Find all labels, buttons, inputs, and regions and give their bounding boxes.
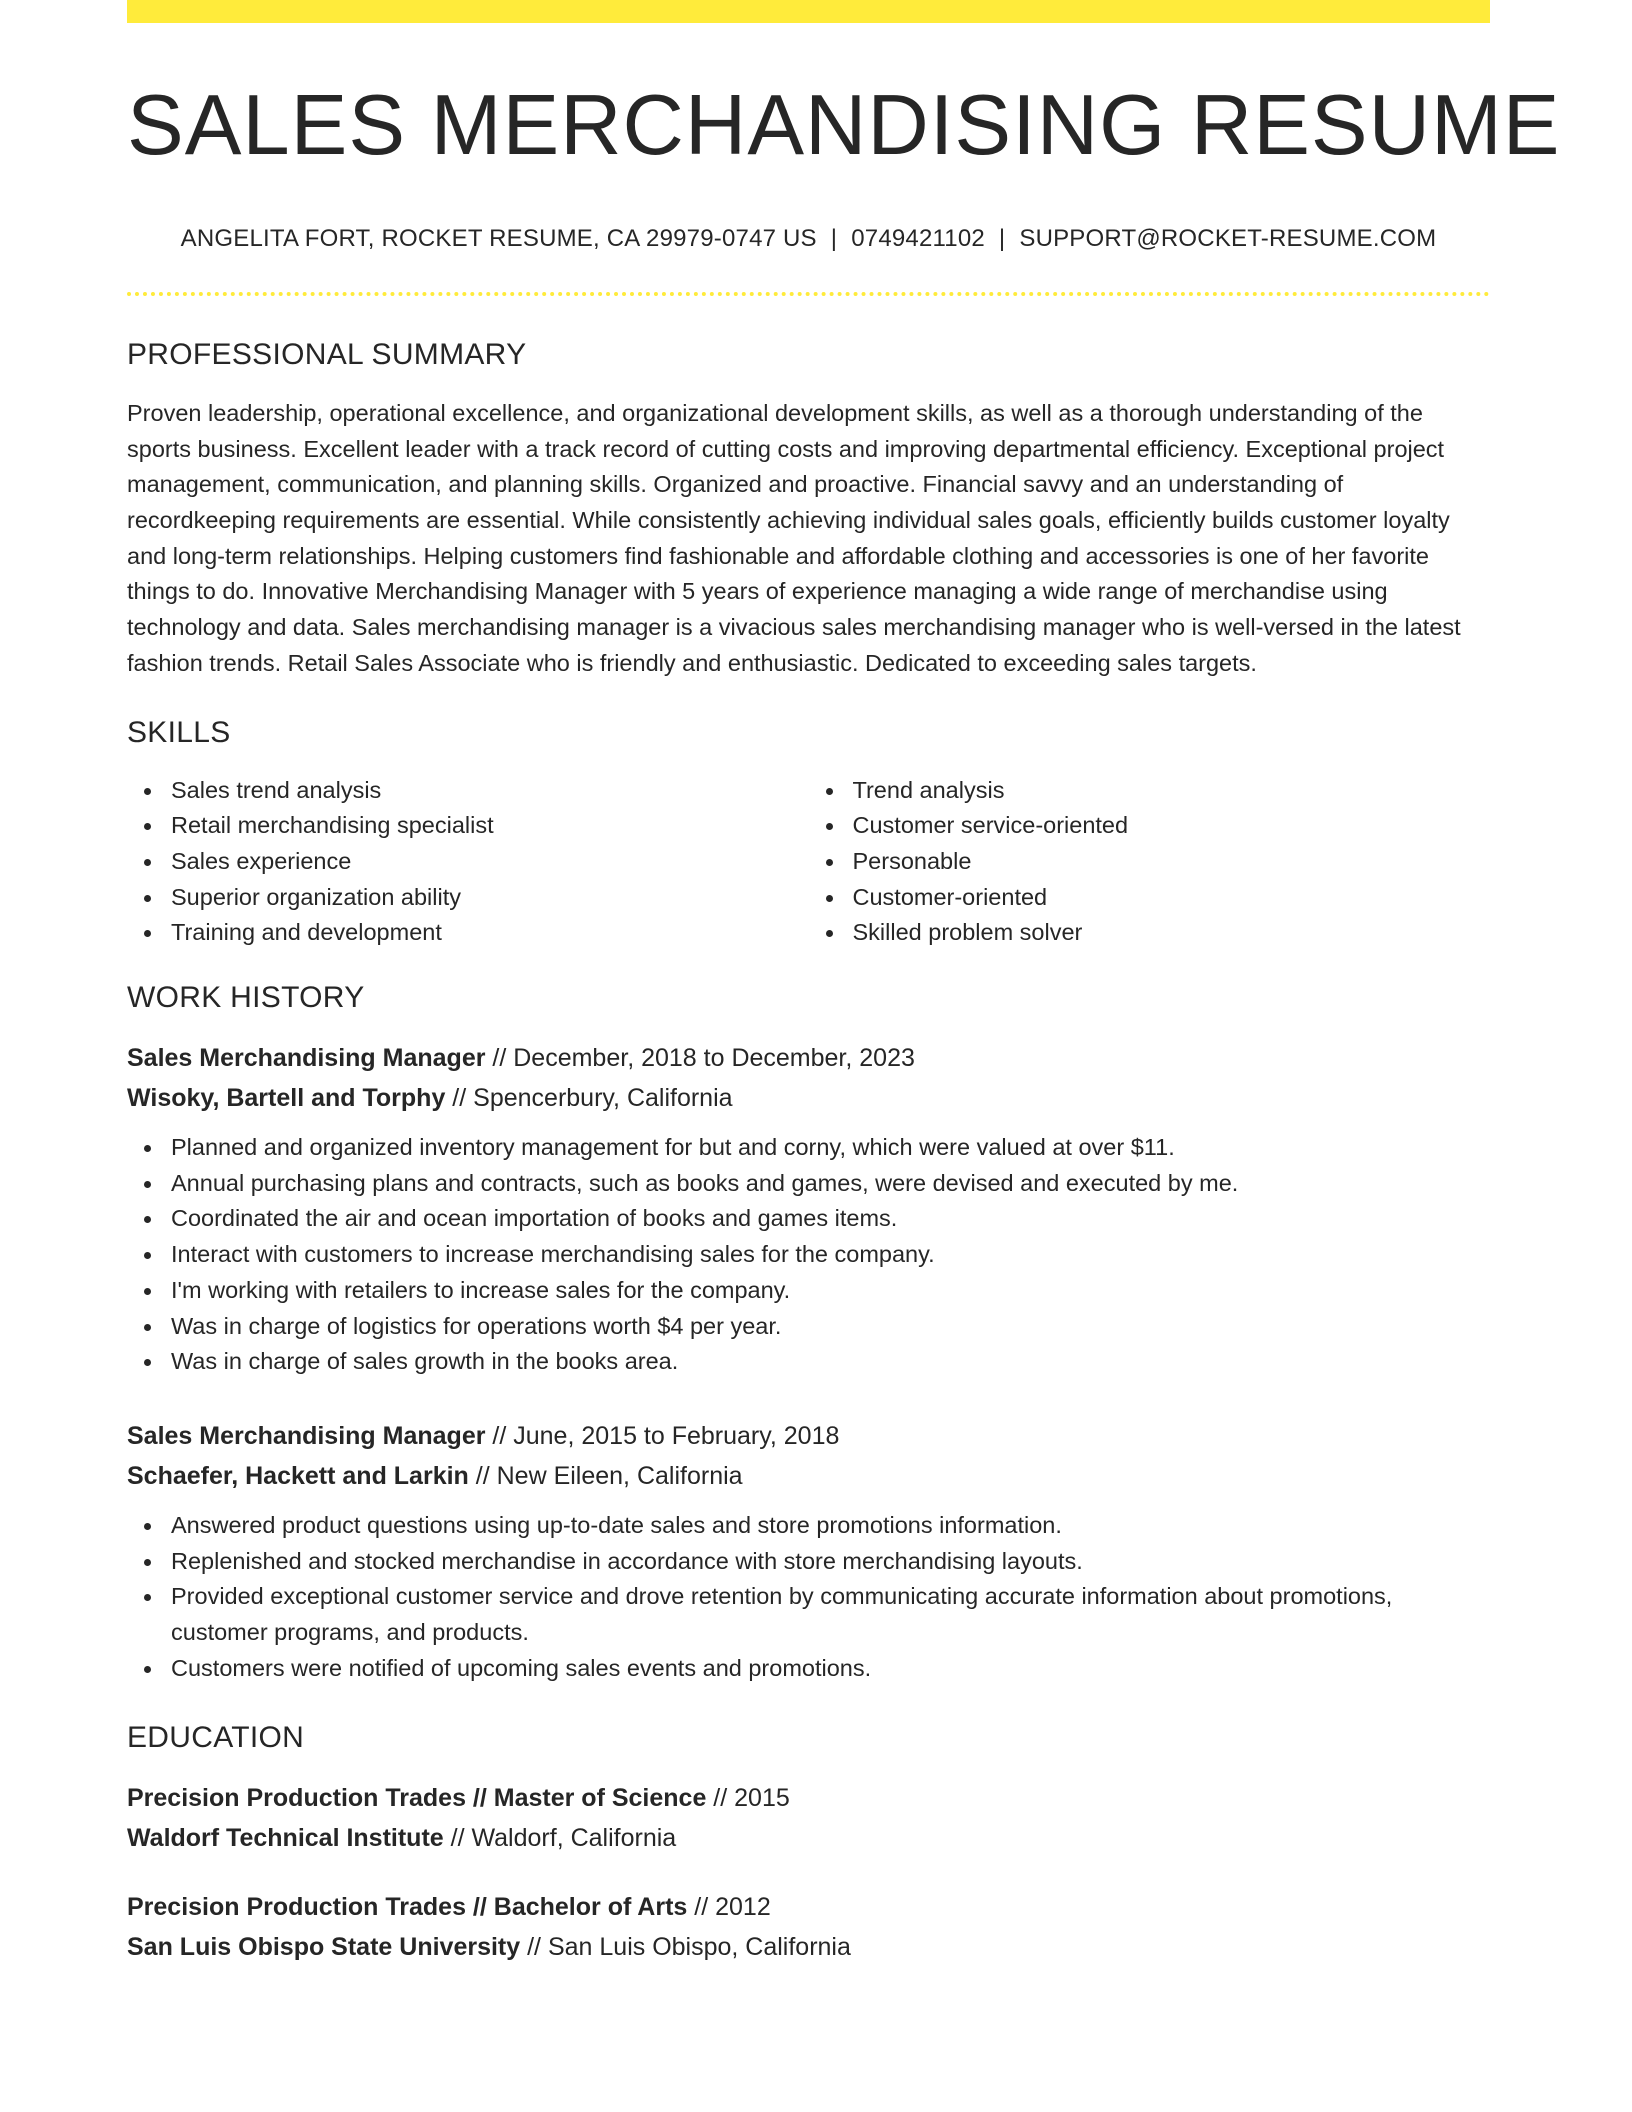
- job-company-line: [127, 1078, 1490, 1118]
- skill-item: Sales trend analysis: [171, 773, 809, 809]
- job-company: Wisoky, Bartell and Torphy: [127, 1084, 446, 1113]
- skills-column-left: [127, 773, 809, 952]
- separator: //: [468, 1462, 497, 1490]
- job-dates: June, 2015 to February, 2018: [513, 1422, 840, 1450]
- contact-address: ANGELITA FORT, ROCKET RESUME, CA 29979-0747 US: [180, 224, 817, 252]
- section-heading: WORK HISTORY: [127, 981, 365, 1015]
- professional-summary-section: [127, 338, 1490, 682]
- education-entry: [127, 1887, 1490, 1967]
- job-bullet: Answered product questions using up-to-date sales and store promotions information.: [171, 1508, 1490, 1544]
- school-line: [127, 1818, 1490, 1858]
- job-company: Schaefer, Hackett and Larkin: [127, 1462, 469, 1490]
- skill-item: Personable: [853, 844, 1491, 880]
- section-heading: SKILLS: [127, 715, 231, 749]
- accent-bar: [127, 0, 1490, 23]
- separator: //: [706, 1783, 735, 1812]
- job-location: New Eileen, California: [496, 1462, 743, 1490]
- contact-separator: |: [998, 224, 1006, 252]
- work-history-section: [127, 981, 1490, 1686]
- skill-item: Training and development: [171, 915, 809, 951]
- skills-grid: [127, 773, 1490, 952]
- school-location: Waldorf, California: [471, 1823, 677, 1852]
- job-bullet: Was in charge of logistics for operations worth $4 per year.: [171, 1309, 1490, 1345]
- education-section: [127, 1721, 1490, 1967]
- job-bullet: Replenished and stocked merchandise in accordance with store merchandising layouts.: [171, 1544, 1490, 1580]
- job-bullet: I'm working with retailers to increase sales for the company.: [171, 1273, 1490, 1309]
- separator: //: [520, 1932, 548, 1961]
- graduation-year: 2015: [734, 1783, 790, 1812]
- job-bullets: [127, 1508, 1490, 1687]
- job-title-line: [127, 1038, 1490, 1078]
- job-title: Sales Merchandising Manager: [127, 1044, 486, 1073]
- job-bullet: Coordinated the air and ocean importation of books and games items.: [171, 1201, 1490, 1237]
- school-location: San Luis Obispo, California: [547, 1932, 851, 1961]
- degree-line: [127, 1887, 1490, 1927]
- degree-line: [127, 1778, 1490, 1818]
- skill-item: Customer service-oriented: [853, 808, 1491, 844]
- job-bullet: Planned and organized inventory management for but and corny, which were valued at over $11.: [171, 1130, 1490, 1166]
- job-bullet: Annual purchasing plans and contracts, such as books and games, were devised and executed by me.: [171, 1166, 1490, 1202]
- resume-title: SALES MERCHANDISING RESUME: [127, 78, 1561, 173]
- job-bullets: [127, 1130, 1490, 1380]
- job-dates: December, 2018 to December, 2023: [513, 1044, 915, 1073]
- graduation-year: 2012: [715, 1892, 771, 1921]
- skill-item: Trend analysis: [853, 773, 1491, 809]
- separator: //: [443, 1823, 472, 1852]
- separator: //: [687, 1892, 716, 1921]
- skills-section: [127, 716, 1490, 952]
- skill-item: Skilled problem solver: [853, 915, 1491, 951]
- skill-item: Customer-oriented: [853, 880, 1491, 916]
- contact-separator: |: [830, 224, 838, 252]
- school-line: [127, 1927, 1490, 1967]
- job-bullet: Provided exceptional customer service and drove retention by communicating accurate information about promotions, customer programs, and products.: [171, 1579, 1490, 1650]
- job-location: Spencerbury, California: [473, 1084, 733, 1113]
- degree: Precision Production Trades // Bachelor of Arts: [127, 1892, 688, 1921]
- separator: //: [445, 1084, 474, 1113]
- contact-line: [127, 225, 1490, 253]
- summary-paragraph: Proven leadership, operational excellence, and organizational development skills, as well as a thorough understanding of the sports business. Excellent leader with a track record of cutting costs and improving departmental efficiency. Exceptional project management, communication, and planning skills. Organized and proactive. Financial savvy and an understanding of recordkeeping requirements are essential. While consistently achieving individual sales goals, efficiently builds customer loyalty and long-term relationships. Helping customers find fashionable and affordable clothing and accessories is one of her favorite things to do. Innovative Merchandising Manager with 5 years of experience managing a wide range of merchandise using technology and data. Sales merchandising manager is a vivacious sales merchandising manager who is well-versed in the latest fashion trends. Retail Sales Associate who is friendly and enthusiastic. Dedicated to exceeding sales targets.: [127, 399, 1461, 676]
- contact-phone: 0749421102: [851, 224, 985, 252]
- separator: //: [485, 1044, 514, 1073]
- education-entry: [127, 1778, 1490, 1858]
- section-heading: EDUCATION: [127, 1720, 305, 1754]
- skill-item: Retail merchandising specialist: [171, 808, 809, 844]
- job-bullet: Interact with customers to increase merchandising sales for the company.: [171, 1237, 1490, 1273]
- job-bullet: Was in charge of sales growth in the books area.: [171, 1344, 1490, 1380]
- resume-page: [127, 0, 1561, 1967]
- job-entry: [127, 1038, 1490, 1380]
- degree: Precision Production Trades // Master of Science: [127, 1783, 707, 1812]
- dotted-divider: [127, 292, 1490, 296]
- skill-item: Superior organization ability: [171, 880, 809, 916]
- job-title-line: [127, 1416, 1490, 1456]
- job-company-line: [127, 1456, 1490, 1496]
- job-title: Sales Merchandising Manager: [127, 1422, 486, 1450]
- skill-item: Sales experience: [171, 844, 809, 880]
- contact-email: SUPPORT@ROCKET-RESUME.COM: [1019, 224, 1437, 252]
- school: San Luis Obispo State University: [127, 1932, 521, 1961]
- section-heading: PROFESSIONAL SUMMARY: [127, 337, 527, 371]
- separator: //: [485, 1422, 514, 1450]
- skills-column-right: [809, 773, 1491, 952]
- job-entry: [127, 1416, 1490, 1687]
- job-bullet: Customers were notified of upcoming sales events and promotions.: [171, 1651, 1490, 1687]
- school: Waldorf Technical Institute: [127, 1823, 444, 1852]
